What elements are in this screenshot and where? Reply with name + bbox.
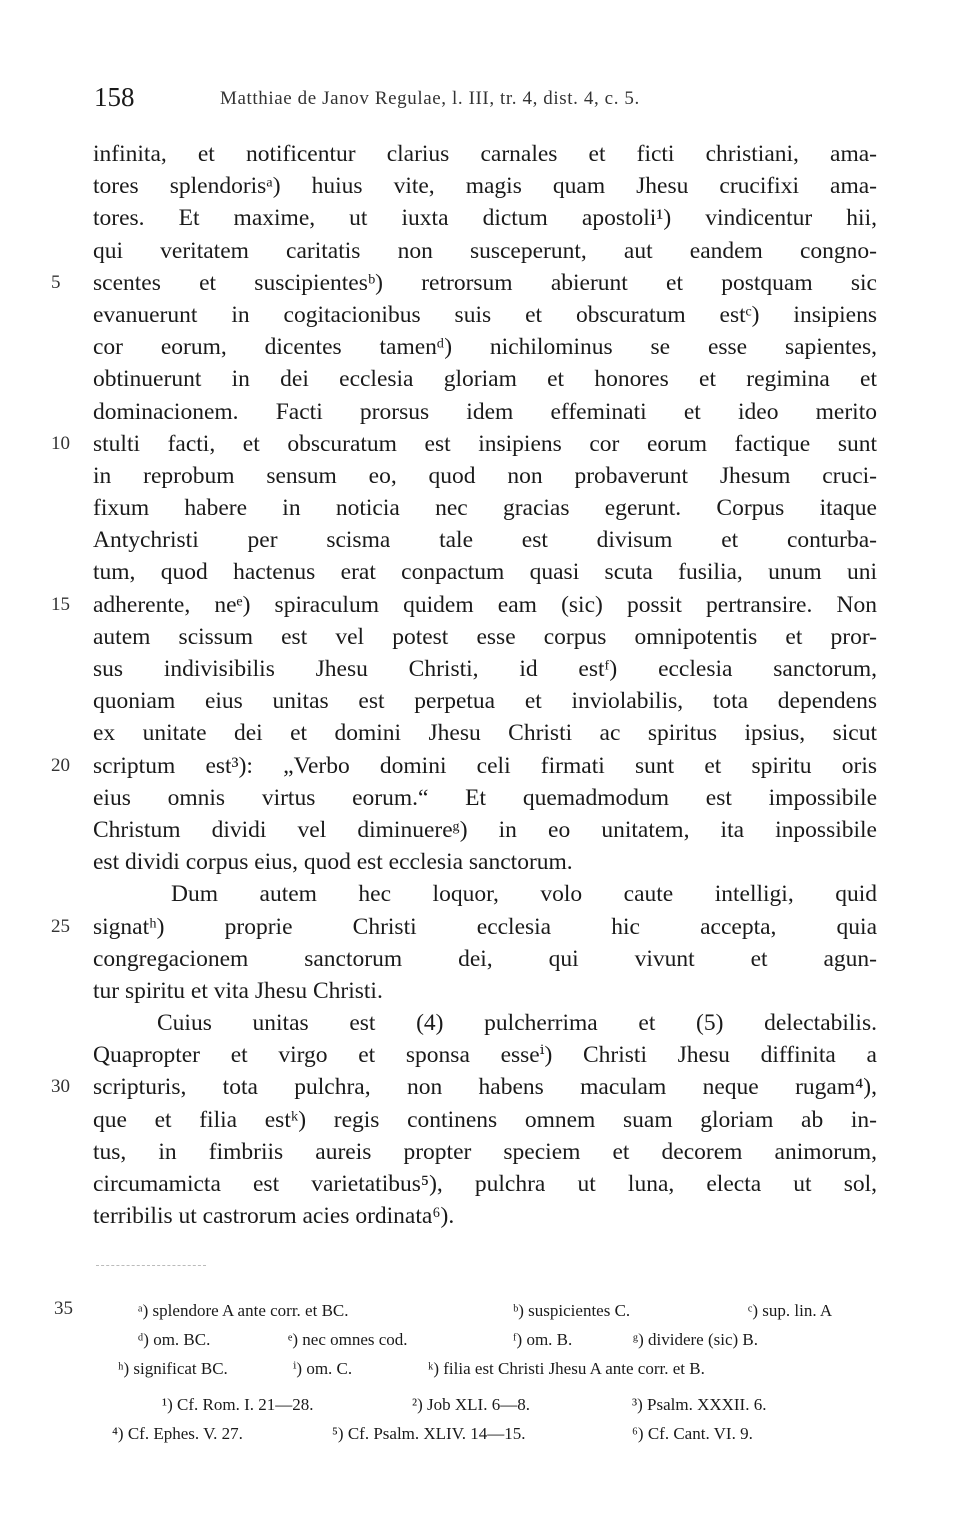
line-text: autem scissum est vel potest esse corpus omnipotentis et pror- bbox=[93, 623, 877, 650]
line-text: Cuius unitas est (4) pulcherrima et (5) delectabilis. bbox=[157, 1010, 877, 1037]
text-line bbox=[93, 235, 877, 267]
line-text: Quapropter et virgo et sponsa esseⁱ) Christi Jhesu diffinita a bbox=[93, 1042, 877, 1069]
text-line bbox=[93, 685, 877, 717]
text-line bbox=[93, 460, 877, 492]
line-text: scripturis, tota pulchra, non habens maculam neque rugam⁴), bbox=[93, 1074, 877, 1101]
running-head: Matthiae de Janov Regulae, l. III, tr. 4, dist. 4, c. 5. bbox=[220, 88, 640, 109]
page-header bbox=[94, 82, 874, 116]
text-line bbox=[51, 750, 877, 782]
source-note: ⁴) Cf. Ephes. V. 27. bbox=[112, 1424, 243, 1443]
line-text: adherente, neᵉ) spiraculum quidem eam (sic) possit pertransire. Non bbox=[93, 591, 877, 618]
line-number: 10 bbox=[51, 432, 70, 454]
main-text bbox=[51, 138, 877, 1232]
text-line bbox=[93, 1039, 877, 1071]
source-note: ⁶) Cf. Cant. VI. 9. bbox=[632, 1424, 753, 1443]
apparatus-row bbox=[138, 1325, 878, 1354]
source-note: ³) Psalm. XXXII. 6. bbox=[632, 1395, 767, 1414]
footnote-separator bbox=[96, 1265, 206, 1266]
line-text: tum, quod hactenus erat conpactum quasi scuta fusilia, unum uni bbox=[93, 559, 877, 586]
text-line bbox=[51, 911, 877, 943]
text-line bbox=[93, 621, 877, 653]
source-note: ⁵) Cf. Psalm. XLIV. 14—15. bbox=[332, 1424, 526, 1443]
line-text: sus indivisibilis Jhesu Christi, id estᶠ) ecclesia sanctorum, bbox=[93, 656, 877, 682]
line-text: terribilis ut castrorum acies ordinata⁶). bbox=[93, 1203, 455, 1230]
apparatus-note: ᵏ) filia est Christi Jhesu A ante corr. et B. bbox=[428, 1359, 705, 1378]
text-line bbox=[93, 782, 877, 814]
apparatus-note: ᵈ) om. BC. bbox=[138, 1330, 211, 1349]
text-line bbox=[93, 170, 877, 202]
text-line bbox=[93, 299, 877, 331]
apparatus-row bbox=[138, 1296, 878, 1325]
line-text: est dividi corpus eius, quod est ecclesia sanctorum. bbox=[93, 849, 573, 876]
text-line bbox=[93, 363, 877, 395]
line-text: fixum habere in noticia nec gracias egerunt. Corpus itaque bbox=[93, 495, 877, 522]
text-line bbox=[93, 1200, 877, 1232]
line-text: tores. Et maxime, ut iuxta dictum apostoli¹) vindicentur hii, bbox=[93, 205, 877, 232]
line-text: tores splendorisᵃ) huius vite, magis quam Jhesu crucifixi ama- bbox=[93, 173, 877, 200]
source-note: ¹) Cf. Rom. I. 21—28. bbox=[162, 1395, 314, 1414]
line-text: dominacionem. Facti prorsus idem effeminati et ideo merito bbox=[93, 398, 877, 425]
source-notes bbox=[112, 1390, 872, 1448]
text-line bbox=[51, 428, 877, 460]
line-number: 30 bbox=[51, 1076, 70, 1098]
line-text: congregacionem sanctorum dei, qui vivunt et agun- bbox=[93, 945, 877, 972]
page-number: 158 bbox=[94, 82, 135, 112]
line-number: 20 bbox=[51, 754, 70, 776]
line-text: obtinuerunt in dei ecclesia gloriam et honores et regimina et bbox=[93, 366, 877, 393]
text-line bbox=[93, 1104, 877, 1136]
line-text: evanuerunt in cogitacionibus suis et obscuratum estᶜ) insipiens bbox=[93, 301, 877, 328]
source-note: ²) Job XLI. 6—8. bbox=[412, 1395, 530, 1414]
line-text: infinita, et notificentur clarius carnales et ficti christiani, ama- bbox=[93, 141, 877, 167]
text-line bbox=[93, 878, 877, 910]
apparatus-row bbox=[118, 1354, 878, 1383]
text-line bbox=[93, 943, 877, 975]
line-text: tus, in fimbriis aureis propter speciem et decorem animorum, bbox=[93, 1138, 877, 1165]
source-row bbox=[112, 1390, 872, 1419]
text-line bbox=[93, 717, 877, 749]
text-line bbox=[51, 589, 877, 621]
text-line bbox=[93, 556, 877, 588]
text-line bbox=[93, 975, 877, 1007]
text-line bbox=[93, 846, 877, 878]
text-line bbox=[93, 492, 877, 524]
apparatus-note: ᶜ) sup. lin. A bbox=[748, 1301, 833, 1320]
line-text: ex unitate dei et domini Jhesu Christi ac spiritus ipsius, sicut bbox=[93, 720, 877, 747]
line-text: scentes et suscipientesᵇ) retrorsum abierunt et postquam sic bbox=[93, 269, 877, 296]
text-line bbox=[93, 396, 877, 428]
critical-apparatus bbox=[118, 1296, 878, 1383]
line-text: signatʰ) proprie Christi ecclesia hic accepta, quia bbox=[93, 913, 877, 940]
text-line bbox=[93, 331, 877, 363]
text-line bbox=[93, 138, 877, 170]
text-line bbox=[93, 653, 877, 685]
text-line bbox=[93, 1007, 877, 1039]
line-text: que et filia estᵏ) regis continens omnem suam gloriam ab in- bbox=[93, 1106, 877, 1133]
line-text: Dum autem hec loquor, volo caute intelligi, quid bbox=[171, 881, 877, 908]
apparatus-note: ᵇ) suspicientes C. bbox=[513, 1301, 631, 1320]
apparatus-note: ᵃ) splendore A ante corr. et BC. bbox=[138, 1301, 349, 1320]
line-number: 25 bbox=[51, 915, 70, 937]
line-text: Antychristi per scisma tale est divisum et conturba- bbox=[93, 527, 877, 554]
line-text: tur spiritu et vita Jhesu Christi. bbox=[93, 977, 383, 1004]
apparatus-note: ᵉ) nec omnes cod. bbox=[288, 1330, 408, 1349]
text-line bbox=[93, 202, 877, 234]
apparatus-note: ⁱ) om. C. bbox=[293, 1359, 353, 1378]
line-text: qui veritatem caritatis non susceperunt, aut eandem congno- bbox=[93, 237, 877, 264]
line-text: in reprobum sensum eo, quod non probaverunt Jhesum cruci- bbox=[93, 462, 877, 489]
text-line bbox=[93, 1136, 877, 1168]
line-text: Christum dividi vel diminuereᵍ) in eo unitatem, ita inpossibile bbox=[93, 816, 877, 843]
line-number: 15 bbox=[51, 593, 70, 615]
apparatus-note: ʰ) significat BC. bbox=[118, 1359, 228, 1378]
text-line bbox=[93, 814, 877, 846]
line-text: cor eorum, dicentes tamenᵈ) nichilominus se esse sapientes, bbox=[93, 334, 877, 361]
line-number: 5 bbox=[51, 271, 61, 293]
line-text: eius omnis virtus eorum.“ Et quemadmodum est impossibile bbox=[93, 784, 877, 811]
text-line bbox=[93, 1168, 877, 1200]
text-line bbox=[93, 524, 877, 556]
line-text: circumamicta est varietatibus⁵), pulchra ut luna, electa ut sol, bbox=[93, 1171, 877, 1197]
source-row bbox=[112, 1419, 872, 1448]
text-line bbox=[51, 1071, 877, 1103]
line-text: quoniam eius unitas est perpetua et inviolabilis, tota dependens bbox=[93, 688, 877, 715]
apparatus-note: ᵍ) dividere (sic) B. bbox=[633, 1330, 759, 1349]
text-line bbox=[51, 267, 877, 299]
apparatus-note: ᶠ) om. B. bbox=[513, 1330, 573, 1349]
line-text: stulti facti, et obscuratum est insipiens cor eorum factique sunt bbox=[93, 430, 877, 457]
apparatus-line-number: 35 bbox=[54, 1298, 73, 1319]
line-text: scriptum est³): „Verbo domini celi firmati sunt et spiritu oris bbox=[93, 752, 877, 779]
